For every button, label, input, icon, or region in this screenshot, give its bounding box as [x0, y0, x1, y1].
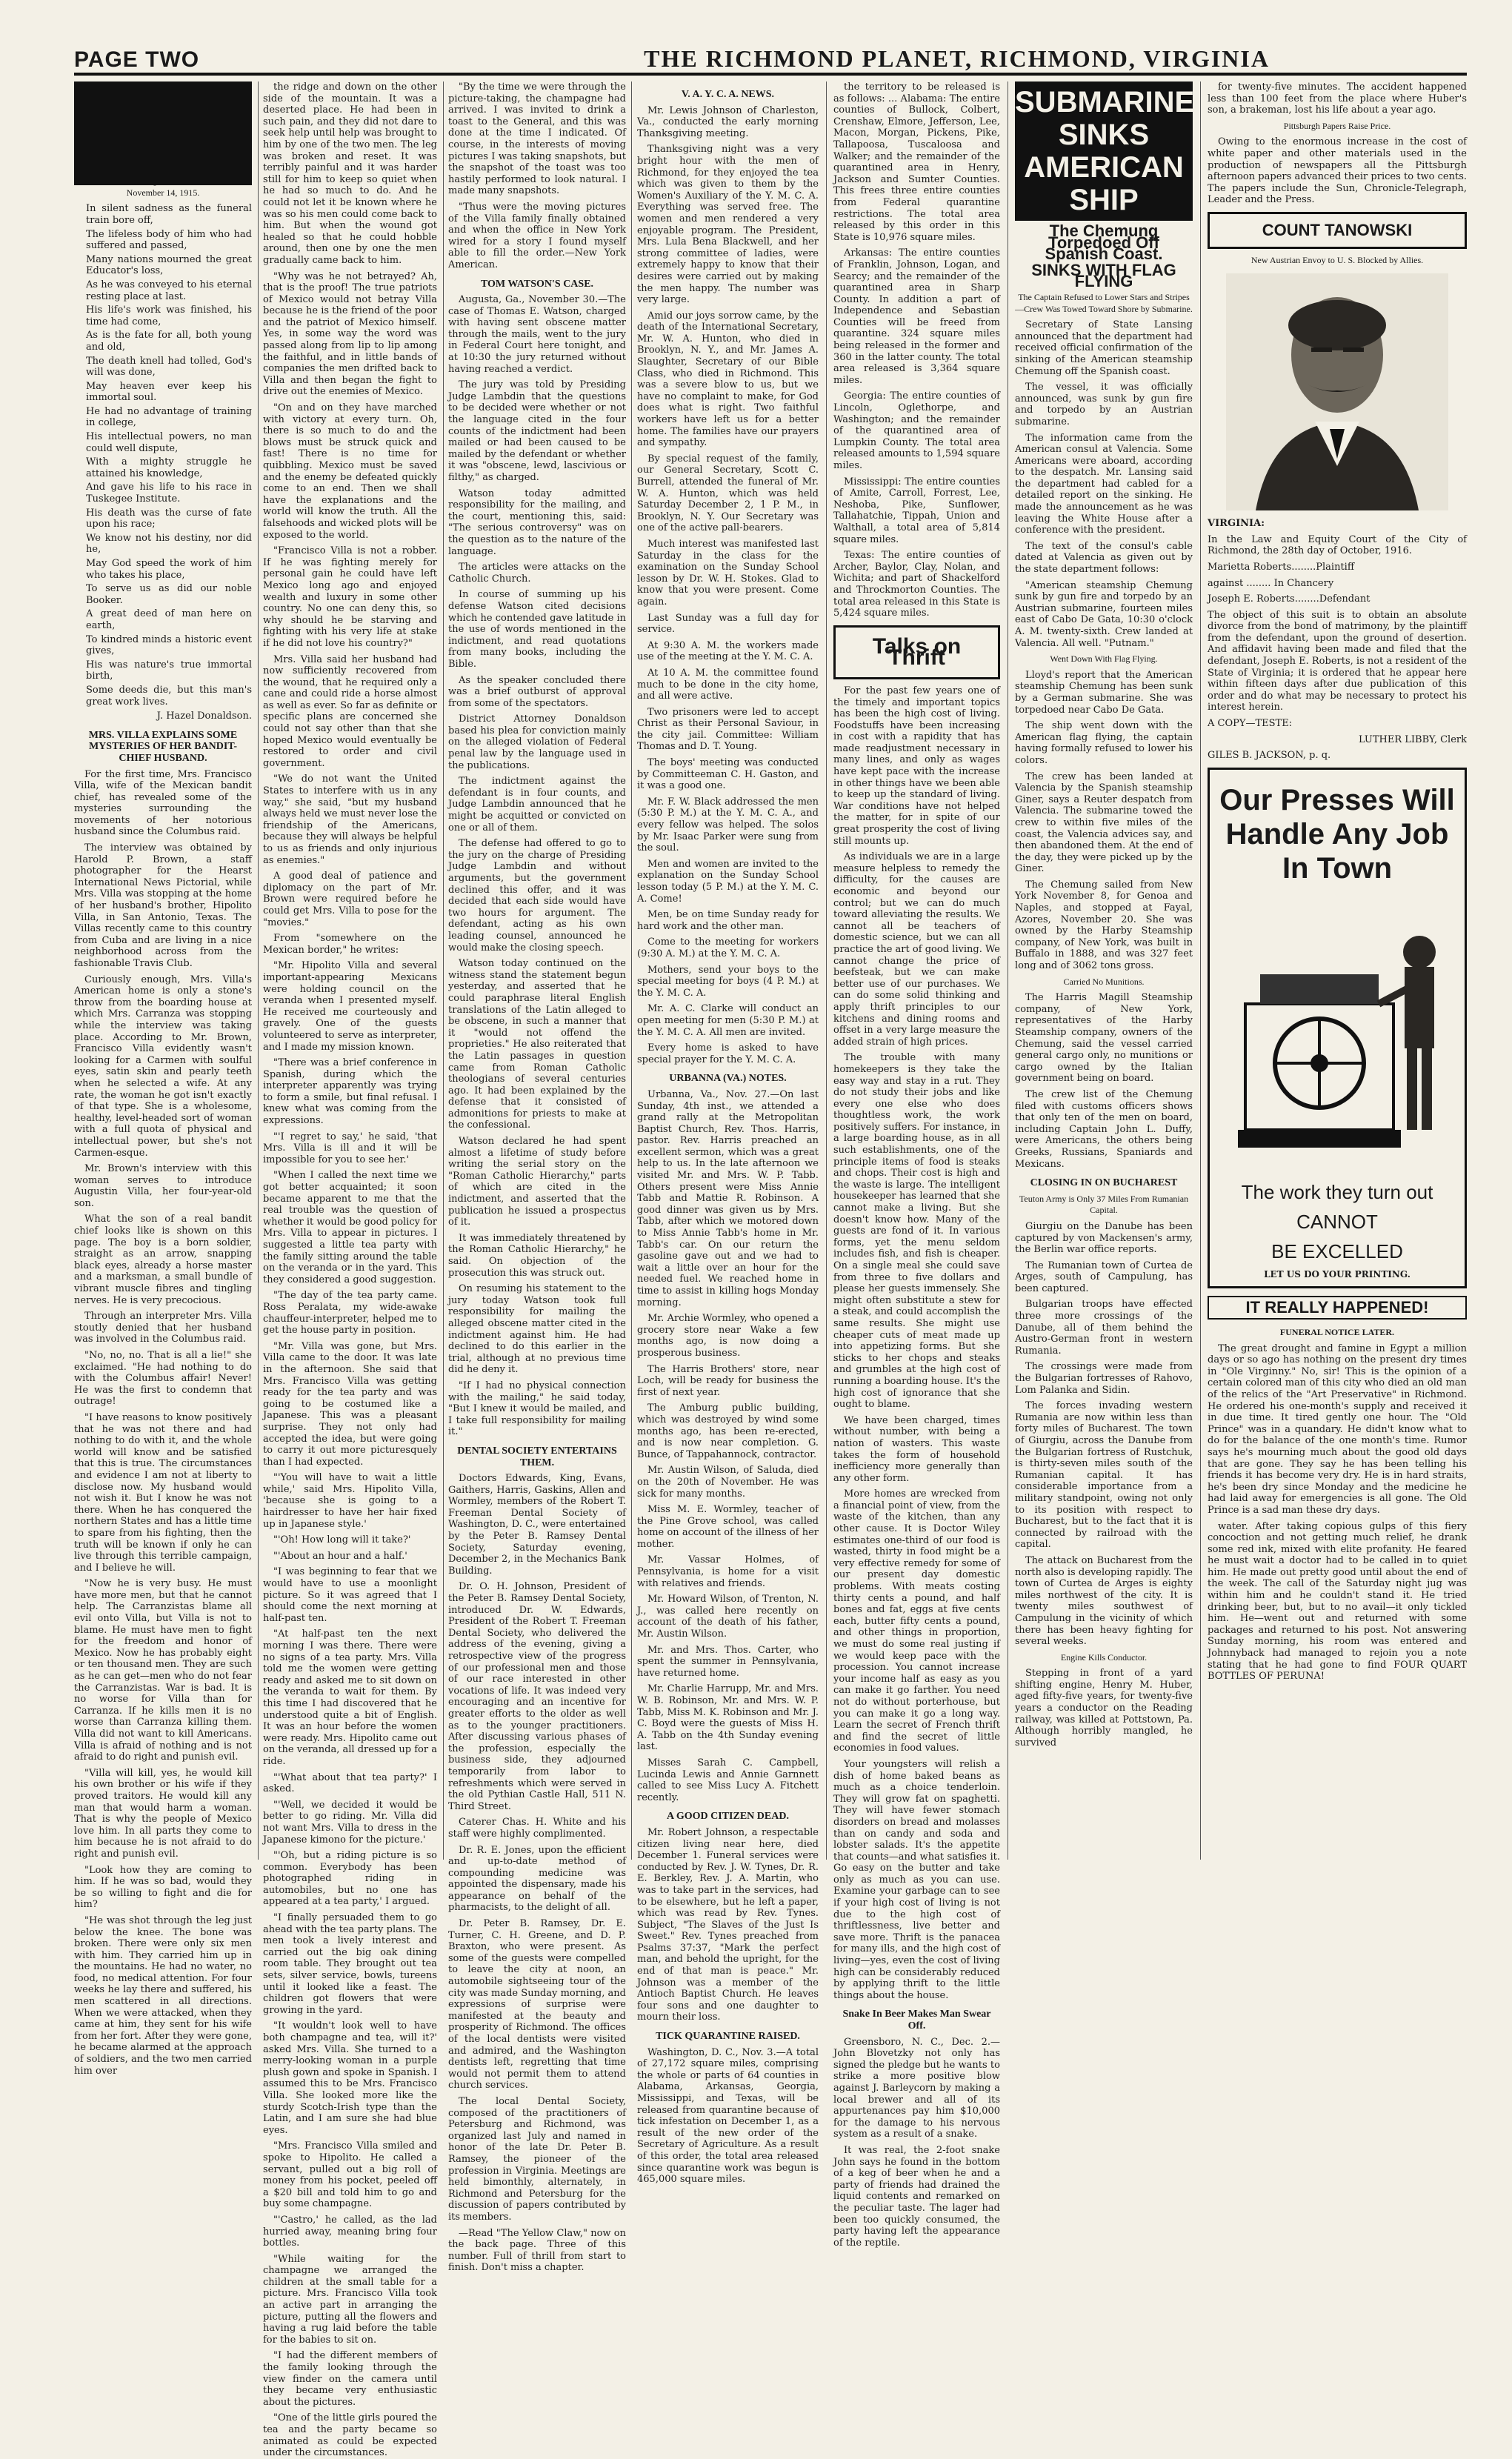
thrift-box: [833, 625, 1000, 679]
paragraph: "He was shot through the leg just below the knee. The bone was broken. There were only six men with him. They carried him up in the mountains. He had no water, no food, no medical attention. For four weeks he lay there and suffered, his men scattered in all directions. When we were attacked, when they came at him, they sent for his wife from her fort. After they were gone, he became alarmed at the approach of soldiers, and the two men carried him over: [74, 1914, 252, 2077]
paragraph: "Francisco Villa is not a robber. If he was fighting merely for personal gain he could have left Mexico long ago and enjoyed wealth and luxury in some other country. No one can deny this, so why should he be starving and fighting with his very life at stake if he did not love his country?": [263, 545, 437, 649]
poem-line: May heaven ever keep his immortal soul.: [86, 380, 252, 404]
paragraph: The text of the consul's cable dated at Valencia as given out by the state department follows:: [1015, 540, 1193, 576]
paragraph: At 10 A. M. the committee found much to be done in the city home, and all were active.: [637, 667, 819, 702]
paragraph: "Mr. Villa was gone, but Mrs. Villa came to the door. It was late in the afternoon. She said that Mrs. Francisco Villa was getting ready for the tea party and was going to be costumed like a Japanese. This was a pleasant surprise. They not only had accepted the idea, but were going to carry it out more picturesquely than I had expected.: [263, 1340, 437, 1468]
paragraph: "There was a brief conference in Spanish, during which the interpreter apparently was trying to form a smile, but final refusal. I knew what was coming from the expressions.: [263, 1057, 437, 1127]
column-7: [1208, 81, 1467, 1860]
poem-line: We know not his destiny, nor did he,: [86, 532, 252, 556]
memoriam-poem: [74, 203, 252, 708]
column-rule: [826, 81, 827, 1860]
paragraph: For the past few years one of the timely and important topics has been the high cost of living. Foodstuffs have been increasing in cost with a rapidity that has made readjustment necessary in many lines, and only as wages have kept pace with the increase in other things have we been able to keep up the standard of living. War conditions have not helped the matter, for in spite of our great prosperity the cost of living still mounts up.: [833, 685, 1000, 847]
paragraph: "Mrs. Francisco Villa smiled and spoke to Hipolito. He called a servant, pulled out a big roll of money from his pocket, peeled off a $20 bill and told him to go and buy some champagne.: [263, 2140, 437, 2210]
ymca-title: V. A. Y. C. A. NEWS.: [681, 89, 775, 100]
newspaper-title: THE RICHMOND PLANET, RICHMOND, VIRGINIA: [644, 45, 1270, 72]
paragraph: "One of the little girls poured the tea and the party became so animated as could be expected under the circumstances.: [263, 2412, 437, 2459]
paragraph: The attack on Bucharest from the north also is developing rapidly. The town of Curtea de Arges is eighty miles northwest of the city. It is twenty miles southwest of Campulung in the vicinity of which there has been heavy fighting for several weeks.: [1015, 1554, 1193, 1648]
paragraph: The ship went down with the American flag flying, the captain having formally refused to lower his colors.: [1015, 720, 1193, 766]
press-caption-3: BE EXCELLED: [1271, 1240, 1403, 1262]
paragraph: "It wouldn't look well to have both champagne and tea, will it?' asked Mrs. Villa. She turned to a merry-looking woman in a purple plush gown and spoke in Spanish. I assumed this to be Mrs. Francisco Villa. She looked more like the sturdy Scotch-Irish type than the Latin, and I am sure she had blue eyes.: [263, 2020, 437, 2136]
paragraph: Mr. Vassar Holmes, of Pennsylvania, is home for a visit with relatives and friends.: [637, 1554, 819, 1589]
paragraph: Your youngsters will relish a dish of home baked beans as much as a choice tenderloin. They will grow fat on spaghetti. They will have fewer stomach disorders on bread and molasses than on candy and soda and lobster salads. It's the appetite that counts—and what satisfies it. Go easy on the butter and take only as much as you can use. Examine your garbage can to see if your high cost of living is not due to the high cost of thriftlessness, live better and save more. Thrift is the panacea for many ills, and the high cost of living—yes, even the cost of living high can be considerably reduced by applying thrift to the little things about the house.: [833, 1758, 1000, 2001]
legal-notice: [1208, 518, 1467, 762]
paragraph: District Attorney Donaldson based his plea for conviction mainly on the alleged violation of Federal penal law by the language used in the publications.: [448, 713, 626, 771]
paragraph: The local Dental Society, composed of the practitioners of Petersburg and Richmond, was organized last July and named in honor of the late Dr. Peter B. Ramsey, the pioneer of the profession in Virginia. Meetings are held bimonthly, alternately, in Richmond and Petersburg for the discussion of papers contributed by its members.: [448, 2095, 626, 2223]
poem-line: A great deed of man here on earth,: [86, 608, 252, 631]
munitions-subhead: Carried No Munitions.: [1063, 976, 1145, 987]
paragraph: Mr. Robert Johnson, a respectable citizen living near here, died December 1. Funeral services were conducted by Rev. J. W. Tynes, Dr. R. E. Berkley, Rev. J. A. Martin, who was to take part in the services, had to be elsewhere, but he left a paper, which was read by Rev. Tynes. Subject, "The Slaves of the Just Is Sweet." Rev. Tynes preached from Psalms 37:37, "Mark the perfect man, and behold the upright, for the end of that man is peace." Mr. Johnson was a member of the Antioch Baptist Church. He leaves four sons and one daughter to mourn their loss.: [637, 1826, 819, 2023]
paragraph: The articles were attacks on the Catholic Church.: [448, 562, 626, 585]
chemung-subhead: The Chemung Torpedoed Off Spanish Coast.: [1045, 222, 1163, 264]
paragraph: Giurgiu on the Danube has been captured by von Mackensen's army, the Berlin war office reports.: [1015, 1220, 1193, 1256]
paragraph: Dr. O. H. Johnson, President of the Peter B. Ramsey Dental Society, introduced Dr. W. Edwards, President of the Robert T. Freeman Dental Society, who delivered the address of the evening, giving a retrospective view of the progress of our professional men and those of our race interested in other vocations of life. It was indeed very encouraging and an incentive for greater efforts to the older as well as to the younger practitioners. After discussing various phases of the profession, especially the business side, they adjourned temporarily from labor to refreshments which were served in the old Pythian Castle Hall, 511 N. Third Street.: [448, 1581, 626, 1812]
column-3: [448, 81, 626, 2274]
poem-signature: J. Hazel Donaldson.: [156, 711, 252, 722]
paragraph: Mrs. Villa said her husband had now sufficiently recovered from the wound, that he required only a cane and could ride a horse almost as well as ever. So far as definite or specific plans are concerned she could not say other than that she hoped Mexico would eventually be restored to order and civil government.: [263, 653, 437, 769]
paragraph: "Look how they are coming to him. If he was so bad, would they be so willing to fight and die for him?: [74, 1864, 252, 1911]
paragraph: Joseph E. Roberts........Defendant: [1208, 593, 1371, 605]
column-rule: [443, 81, 444, 1860]
paragraph: "When I called the next time we got better acquainted; it soon became apparent to me that the real trouble was the question of whether it would be good policy for Mrs. Villa to appear in pictures. I suggested a little tea party with the family sitting around the table on the veranda or in the yard. This they considered a good suggestion.: [263, 1170, 437, 1285]
column-4: [637, 81, 819, 2186]
citizen-title: A GOOD CITIZEN DEAD.: [667, 1811, 789, 1823]
paragraph: "If I had no physical connection with the mailing," he said today, "But I knew it would be mailed, and I take full responsibility for mailing it.": [448, 1380, 626, 1438]
paragraph: "'You will have to wait a little while,' said Mrs. Hipolito Villa, 'because she is going to a hairdresser to have her hair fixed up in Japanese style.': [263, 1472, 437, 1530]
paragraph: From "somewhere on the Mexican border," he writes:: [263, 933, 437, 956]
paragraph: Mr. Lewis Johnson of Charleston, Va., conducted the early morning Thanksgiving meeting.: [637, 104, 819, 139]
paragraph: "No, no, no. That is all a lie!" she exclaimed. "He had nothing to do with the Columbus affair! Never! He was the first to condemn that outrage!: [74, 1350, 252, 1408]
paragraph: "While waiting for the champagne we arranged the children at the small table for a picture. Mrs. Francisco Villa took an active part in arranging the picture, putting all the flowers and having a rug laid before the table for the babies to sit on.: [263, 2253, 437, 2346]
paragraph: Dr. R. E. Jones, upon the efficient and up-to-date method of compounding medicine was appointed the dispensary, made his appearance on behalf of the pharmacists, to the delight of all.: [448, 1844, 626, 1914]
poem-line: The death knell had tolled, God's will was done,: [86, 355, 252, 379]
paragraph: On resuming his statement to the jury today Watson took full responsibility for mailing the alleged obscene matter cited in the indictment against him. He had declined to do this earlier in the trial, although at no previous time did he deny it.: [448, 1283, 626, 1376]
paragraph: against ........ In Chancery: [1208, 577, 1334, 589]
paragraph: Secretary of State Lansing announced that the department had received official confirmation of the sinking of the American steamship Chemung off the Spanish coast.: [1015, 319, 1193, 377]
paragraph: It was immediately threatened by the Roman Catholic Hierarchy," he said. On objection of the prosecution this was struck out.: [448, 1232, 626, 1279]
poem-line: To serve us as did our noble Booker.: [86, 583, 252, 606]
poem-line: May God speed the work of him who takes his place,: [86, 558, 252, 581]
paragraph: Every home is asked to have special prayer for the Y. M. C. A.: [637, 1042, 819, 1065]
flag-subhead: SINKS WITH FLAG FLYING: [1031, 260, 1176, 291]
paragraph: "Thus were the moving pictures of the Villa family finally obtained and when the office in New York wired for a story I found myself able to fill the order.—New York American.: [448, 201, 626, 270]
paragraph: A good deal of patience and diplomacy on the part of Mr. Brown were required before he could get Mrs. Villa to pose for the "movies.": [263, 871, 437, 928]
column-5: [833, 81, 1000, 2249]
paragraph: Arkansas: The entire counties of Franklin, Johnson, Logan, and Searcy; and the remainder of the quarantined area in Sharp County. In addition a part of Independence and Sebastian Counties will be freed from quarantine. 324 square miles being released in the former and 360 in the latter county. The total area released is 3,364 square miles.: [833, 247, 1000, 386]
engine-subhead: Engine Kills Conductor.: [1060, 1651, 1148, 1663]
paragraph: The boys' meeting was conducted by Committeeman C. H. Gaston, and it was a good one.: [637, 757, 819, 792]
thrift-title: Talks on Thrift: [872, 633, 962, 671]
paragraph: Caterer Chas. H. White and his staff were highly complimented.: [448, 1817, 626, 1840]
paragraph: Lloyd's report that the American steamship Chemung has been sunk by a German submarine. She was torpedoed near Cabo De Gata.: [1015, 669, 1193, 716]
paragraph: Urbanna, Va., Nov. 27.—On last Sunday, 4th inst., we attended a grand rally at the Metropolitan Baptist Church, Rev. Thos. Harris, pastor. Rev. Harris preached an excellent sermon, which was a great help to us. In the late afternoon we visited Mr. and Mrs. W. P. Tabb. Others present were Miss Annie Tabb and Mattie R. Robinson. A good dinner was given us by Mrs. Tabb, after which we motored down to Miss Annie Tabb's home in Mr. Tabb's car. On our return the gasoline gave out and we had to wait a little over an hour for the needed fuel. We reached home in time to assist in killing hogs Monday morning.: [637, 1088, 819, 1308]
paragraph: "We do not want the United States to interfere with us in any way," she said, "but my husband always held we must never lose the friendship of the Americans, because they will always be helpful to us as friends and only injurious as enemies.": [263, 773, 437, 866]
paragraph: Marietta Roberts........Plaintiff: [1208, 561, 1355, 573]
paragraph: Washington, D. C., Nov. 3.—A total of 27,172 square miles, comprising the whole or parts of 64 counties in Alabama, Arkansas, Georgia, Mississippi, and Texas, will be released from quarantine because of tick infestation on December 1, as a result of the new order of the Secretary of Agriculture. As a result of this order, the total area released since quarantine work was begun is 465,000 square miles.: [637, 2046, 819, 2186]
paragraph: "The day of the tea party came. Ross Peralata, my wide-awake chauffeur-interpreter, helped me to get the house party in position.: [263, 1290, 437, 1337]
poem-line: His was nature's true immortal birth,: [86, 659, 252, 682]
paragraph: Georgia: The entire counties of Lincoln, Oglethorpe, and Washington; and the remainder of the quarantined area of Lumpkin County. The total area released amounts to 1,594 square miles.: [833, 390, 1000, 471]
legal-copy: A COPY—TESTE:: [1208, 718, 1293, 730]
paragraph: The Rumanian town of Curtea de Arges, south of Campulung, has been captured.: [1015, 1260, 1193, 1294]
paragraph: The crew has been landed at Valencia by the Spanish steamship Giner, says a Reuter despatch from Valencia. The submarine towed the crew to within five miles of the coast, the Valencia advices say, and then abandoned them. At the end of the day, they were picked up by the Giner.: [1015, 771, 1193, 875]
paragraph: As individuals we are in a large measure helpless to remedy the difficulty, for the causes are economic and beyond our control; but we can do much toward alleviating the results. We cannot all be teachers of domestic science, but we can all practice the art of good living. We cannot change the price of beefsteak, but we can make better use of our purchases. We can do some solid thinking and apply thrift principles to our kitchens and dining rooms and offset in a very large measure the added strain of high prices.: [833, 851, 1000, 1048]
paragraph: "Now he is very busy. He must have more men, but that he cannot help. The Carranzistas blame all evil onto Villa, but Villa is not to blame. He must have men to fight for the freedom and honor of Mexico. Now he has probably eight or ten thousand men. They are such as he can get—men who do not fear the Carranzistas. War is bad. It is no worse for Villa than for Carranza. If he kills men it is no worse than Carranza killing them. Villa did not want to kill Americans. Villa is afraid of nothing and is not afraid to do right and punish evil.: [74, 1578, 252, 1763]
happened-title: IT REALLY HAPPENED!: [1208, 1296, 1467, 1320]
paragraph: "'Well, we decided it would be better to go riding. Mr. Villa did not want Mrs. Villa to dress in the Japanese kimono for the picture.': [263, 1799, 437, 1846]
paragraph: The defense had offered to go to the jury on the charge of Presiding Judge Lambdin and without arguments, but the government declined this offer, and it was decided that each side would have two hours for argument. The defendant, acting as his own leading counsel, announced he would make the closing speech.: [448, 838, 626, 954]
flag-flying-subhead: Went Down With Flag Flying.: [1050, 653, 1158, 665]
poem-line: He had no advantage of training in college,: [86, 405, 252, 429]
paragraph: Mr. Archie Wormley, who opened a grocery store near Wake a few months ago, is now doing a prosperous business.: [637, 1313, 819, 1359]
paragraph: Amid our joys sorrow came, by the death of the International Secretary, Mr. W. A. Hunton, who died in Brooklyn, N. Y., and Mr. James A. Slaughter, Secretary of our Bible Class, who died in Richmond. This was a severe blow to us, but we have no complaint to make, for God does what is right. Two faithful workers have left us for a better home. The families have our prayers and sympathy.: [637, 310, 819, 449]
poem-line: In silent sadness as the funeral train bore off,: [86, 203, 252, 226]
paragraph: "'Castro,' he called, as the lad hurried away, meaning bring four bottles.: [263, 2214, 437, 2249]
captain-subhead: The Captain Refused to Lower Stars and Stripes—Crew Was Towed Toward Shore by Submarine.: [1015, 291, 1193, 314]
paper-price-title: Pittsburgh Papers Raise Price.: [1283, 120, 1391, 131]
paragraph: "'Oh, but a riding picture is so common. Everybody has been photographed riding in automobiles, but no one has appeared at a tea party,' I argued.: [263, 1850, 437, 1908]
column-1: [74, 81, 252, 2077]
paragraph: Doctors Edwards, King, Evans, Gaithers, Harris, Gaskins, Allen and Wormley, members of the Robert T. Freeman Dental Society of Washington, D. C., were entertained by the Peter B. Ramsey Dental Society, Saturday evening, December 2, in the Mechanics Bank Building.: [448, 1473, 626, 1577]
paragraph: Mr. and Mrs. Thos. Carter, who spent the summer in Pennsylvania, have returned home.: [637, 1644, 819, 1679]
paragraph: "On and on they have marched with victory at every turn. Oh, there is so much to do and the blows must be struck quick and fast! There is no time for quibbling. Mexico must be saved and the enemy be defeated quickly come to an end. Then we shall have the explanations and the world will know the truth. All the falsehoods and wicked plots will be exposed to the world.: [263, 402, 437, 541]
paragraph: "Mr. Hipolito Villa and several important-appearing Mexicans were holding council on the veranda when I presented myself. He received me courteously and gravely. One of the guests volunteered to serve as interpreter, and I made my mission known.: [263, 960, 437, 1053]
paragraph: Bulgarian troops have effected three more crossings of the Danube, all of them behind the Austro-German front in western Rumania.: [1015, 1299, 1193, 1357]
paragraph: The Harris Brothers' store, near Loch, will be ready for business the first of next year.: [637, 1363, 819, 1398]
bucharest-title: CLOSING IN ON BUCHAREST: [1030, 1177, 1178, 1189]
paragraph: Augusta, Ga., November 30.—The case of Thomas E. Watson, charged with having sent obscene matter through the mails, went to the jury in Federal Court here tonight, and at 10:30 the jury returned without having reached a verdict.: [448, 294, 626, 375]
paragraph: Mr. Brown's interview with this woman serves to introduce Augustin Villa, her four-year-old son.: [74, 1163, 252, 1209]
paragraph: In the Law and Equity Court of the City of Richmond, the 28th day of October, 1916.: [1208, 533, 1467, 557]
page-label: PAGE TWO: [74, 47, 200, 72]
paragraph: Last Sunday was a full day for service.: [637, 612, 819, 636]
paragraph: for twenty-five minutes. The accident happened less than 100 feet from the place where Huber's son, a brakeman, lost his life about a year ago.: [1208, 81, 1467, 116]
paragraph: Watson today continued on the witness stand the statement begun yesterday, and asserted that he could paraphrase literal English translations of the Latin alleged to be obscene, in such a manner that it "would not offend the proprieties." He also reiterated that the Latin passages in question came from Roman Catholic theologians of several centuries ago. It had been explained by the defense that it consisted of admonitions for priests to make at the confessional.: [448, 958, 626, 1131]
paragraph: water. After taking copious gulps of this fiery concoction and not getting much relief, he drank some red ink, mixed with elite profanity. He feared he must wait a doctor had to be called in to quiet him. He made out pretty good until about the end of the week. The call of the Saturday night jug was within him and he couldn't stand it. He tried drinking beer, but, but to no avail—it only tickled him. He—went out and returned with some packages and returned to his post. Not answering Sunday morning, his room was entered and Johnnyback had managed to rejoin you a note stating that he had gone to find FOUR QUART BOTTLES OF PERUNA!: [1208, 1520, 1467, 1683]
paragraph: Miss M. E. Wormley, teacher of the Pine Grove school, was called home on account of the illness of her mother.: [637, 1504, 819, 1550]
paragraph: the ridge and down on the other side of the mountain. It was a deserted place. He had been in such pain, and they did not dare to seek help until help was brought to him by one of the two men. The leg was broken and reset. It was terribly painful and it was harder still for him to keep so quiet when he had so much to do. And he could not let it be known where he was so his men could come back to him. But when the wound got healed so that he could hobble around, then one by one the men gradually came back to him.: [263, 81, 437, 266]
paragraph: Misses Sarah C. Campbell, Lucinda Lewis and Annie Garnnett called to see Miss Lucy A. Fitchett recently.: [637, 1757, 819, 1803]
paragraph: Curiously enough, Mrs. Villa's American home is only a stone's throw from the boarding house at which Mrs. Carranza was stopping while the interview was taking place. According to Mr. Brown, Francisco Villa evidently wasn't looking for a Carmen with soulful eyes, satin skin and pearly teeth when he selected a wife. At any rate, the woman he got isn't exactly of that type. She is a wholesome, healthy, level-headed sort of woman with a full quota of physical and intellectual power, but she's not Carmen-esque.: [74, 974, 252, 1159]
paragraph: At 9:30 A. M. the workers made use of the meeting at the Y. M. C. A.: [637, 639, 819, 663]
paragraph: The Harris Magill Steamship company, of New York, representatives of the Harby Steamship company, owners of the Chemung, said the vessel carried general cargo only, no munitions or cargo owned by the Italian government being on board.: [1015, 992, 1193, 1085]
paragraph: The jury was told by Presiding Judge Lambdin that the questions to be decided were whether or not the language cited in the four counts of the indictment had been mailed or had been caused to be mailed by the defendant or whether it was "obscene, lewd, lascivious or filthy," as charged.: [448, 379, 626, 483]
paragraph: "'What about that tea party?' I asked.: [263, 1771, 437, 1795]
funeral-title: FUNERAL NOTICE LATER.: [1279, 1327, 1395, 1337]
column-rule: [258, 81, 259, 1860]
paragraph: Mr. Charlie Harrupp, Mr. and Mrs. W. B. Robinson, Mr. and Mrs. W. P. Tabb, Miss M. K. Robinson and Mr. J. C. Boyd were the guests of Miss H. A. Tabb on the 4th Sunday evening last.: [637, 1683, 819, 1753]
poem-line: And gave his life to his race in Tuskegee Institute.: [86, 482, 252, 505]
paragraph: The information came from the American consul at Valencia. Some Americans were aboard, according to the despatch. Mr. Lansing said the department had cabled for a detailed report on the sinking. He made the announcement as he was leaving the White House after a conference with the president.: [1015, 432, 1193, 536]
paragraph: More homes are wrecked from a financial point of view, from the waste of the kitchen, than any other cause. It is Doctor Wiley estimates one-third of our food is wasted, thirty in food might be a very effective remedy for some of our present day domestic problems. With meats costing thirty cents a pound, and half bones and fat, eggs at five cents each, butter fifty cents a pound, and other things in proportion, we must do some real justing if we would keep pace with the procession. You cannot increase your income half as easy as you can make it go farther. You need not do without porterhouse, but you can make it go a long way. Learn the secret of French thrift and find the secret of little economies in food values.: [833, 1488, 1000, 1754]
paragraph: Dr. Peter B. Ramsey, Dr. E. Turner, C. H. Greene, and D. P. Braxton, who were present. As some of the guests were compelled to leave the city at noon, an automobile sightseeing tour of the city was made Sunday morning, and expressions of surprise were manifested at the beauty and prosperity of Richmond. The offices of the local dentists were visited and admired, and the Washington dentists left, regretting that time would not permit them to attend church services.: [448, 1918, 626, 2092]
paragraph: "I had the different members of the family looking through the view finder on the camera until they became very enthusiastic about the pictures.: [263, 2350, 437, 2408]
memoriam-subtitle: November 14, 1915.: [126, 187, 200, 198]
dental-title: DENTAL SOCIETY ENTERTAINS THEM.: [457, 1445, 617, 1468]
poem-line: His intellectual powers, no man could well dispute,: [86, 431, 252, 454]
paragraph: "I finally persuaded them to go ahead with the tea party plans. The men took a lively interest and carried out the big oak dining room table. They brought out tea sets, silver service, bowls, tureens until it looked like a feast. The children got flowers that were growing in the yard.: [263, 1912, 437, 2016]
count-title: COUNT TANOWSKI: [1262, 220, 1413, 239]
paragraph: "Why was he not betrayed? Ah, that is the proof! The true patriots of Mexico would not betray Villa because he is the friend of the poor and the patriot of Mexico himself. Yes, in some way the word was passed along from lip to lip among the faithful, and in little bands of companies the men drifted back to Villa and then began the fight to drive out the enemies of Mexico.: [263, 270, 437, 398]
villa-title: MRS. VILLA EXPLAINS SOME MYSTERIES OF HER BANDIT-CHIEF HUSBAND.: [88, 729, 238, 764]
paragraph: The great drought and famine in Egypt a million days or so ago has nothing on the present dry times in "Ole Virginny." No, sir! This is the opinion of a certain colored man of this city who died an old man of the relics of the "Art Preservative" in Richmond. He ordered his one-month's supply and received it in due time. It tired gently one hour. The "Old Prince" was in a quandary. He didn't know what to do for the balance of the one month's time. Rumor says he's mourning much about the good old days that are gone. They say he has been telling his friends it has become very dry. He is in hard straits, he's been dry since Monday and the medicine he had laid away for emergencies is all gone. The Old Prince is a sad man these dry days.: [1208, 1342, 1467, 1516]
paragraph: It was real, the 2-foot snake John says he found in the bottom of a keg of beer when he and a party of friends had drained the liquid contents and remarked on the peculiar taste. The lager had been too quickly consumed, the party having left the appearance of the reptile.: [833, 2144, 1000, 2249]
paragraph: Owing to the enormous increase in the cost of white paper and other materials used in the production of newspapers all the Pittsburgh afternoon papers advanced their prices to two cents. The papers include the Sun, Chronicle-Telegraph, Leader and the Press.: [1208, 136, 1467, 206]
poem-line: As he was conveyed to his eternal resting place at last.: [86, 279, 252, 302]
paragraph: We have been charged, times without number, with being a nation of wasters. This waste takes the form of household inefficiency more generally than any other form.: [833, 1414, 1000, 1484]
tick-title: TICK QUARANTINE RAISED.: [656, 2031, 800, 2043]
paragraph: Greensboro, N. C., Dec. 2.—John Blovetzky not only has signed the pledge but he wants to strike a more positive blow against J. Barleycorn by making a local brewer and all of its appurtenances pay him $10,000 for the damage to his nervous system as a result of a snake.: [833, 2036, 1000, 2140]
paragraph: Two prisoners were led to accept Christ as their Personal Saviour, in the city jail. Committee: William Thomas and D. T. Young.: [637, 706, 819, 753]
column-6: [1015, 81, 1193, 1860]
press-caption-1: The work they turn out: [1241, 1180, 1433, 1203]
paragraph: As the speaker concluded there was a brief outburst of approval from some of the spectators.: [448, 674, 626, 709]
paragraph: The interview was obtained by Harold P. Brown, a staff photographer for the Hearst International News Pictorial, while Mrs. Villa was stopping at the home of her husband's brother, Hipolito Villa, in San Antonio, Texas. The Villas recently came to this country from Cuba and are living in a nice neighborhood across from the fashionable Travis Club.: [74, 842, 252, 969]
paragraph: "At half-past ten the next morning I was there. There were no signs of a tea party. Mrs. Villa told me the women were getting ready and asked me to sit down on the veranda to wait for them. By this time I had discovered that he understood quite a bit of English. It was an hour before the women were ready. Mrs. Hipolito came out on the veranda, all dressed up for a ride.: [263, 1628, 437, 1767]
poem-line: Some deeds die, but this man's great work lives.: [86, 684, 252, 708]
paragraph: "I have reasons to know positively that he was not there and had nothing to do with it, and the whole world will know and be satisfied that this is true. The circumstances and evidence I am not at liberty to disclose now. My husband would not wish it. But I know he was not there. When he has conquered the northern States and has a little time to spare from his fighting, then the truth will be known if only he can live through this terrible campaign, and I believe he will.: [74, 1411, 252, 1574]
press-title: Our Presses Will Handle Any Job In Town: [1219, 783, 1455, 885]
count-subhead: New Austrian Envoy to U. S. Blocked by Allies.: [1250, 254, 1424, 265]
legal-clerk: LUTHER LIBBY, Clerk: [1358, 733, 1467, 745]
watson-title: TOM WATSON'S CASE.: [480, 278, 594, 290]
paragraph: The crossings were made from the Bulgarian fortresses of Rahovo, Lom Palanka and Sidin.: [1015, 1361, 1193, 1396]
urbanna-title: URBANNA (VA.) NOTES.: [669, 1073, 787, 1085]
ink-blot: [74, 81, 252, 185]
legal-pq: GILES B. JACKSON, p. q.: [1208, 750, 1331, 762]
paragraph: The object of this suit is to obtain an absolute divorce from the bond of matrimony, by the plaintiff from the defendant, upon the ground of desertion. And affidavit having been made and filed that the defendant, Joseph E. Roberts, is not a resident of the State of Virginia; it is ordered that he appear here within fifteen days after due publication of this order and do what may be necessary to protect his interest herein.: [1208, 609, 1467, 713]
paragraph: Thanksgiving night was a very bright hour with the men of Richmond, for they enjoyed the tea which was given to them by the Women's Auxiliary of the Y. M. C. A. Everything was served free. The women and men rendered a very enjoyable program. The President, Mrs. Lula Bena Blackwell, and her strong committee of ladies, were extremely happy to know that their desires were carried out by making the men happy. The number was very large.: [637, 144, 819, 306]
paragraph: Mr. Austin Wilson, of Saluda, died on the 20th of November. He was sick for many months.: [637, 1465, 819, 1500]
paragraph: "American steamship Chemung sunk by gun fire and torpedo by an Austrian submarine, fourteen miles east of Cabo De Gata, 10:30 o'clock A. M. twenty-sixth. Crew landed at Valencia. All well. "Putnam.": [1015, 579, 1193, 649]
paragraph: the territory to be released is as follows: ... Alabama: The entire counties of Bullock, Colbert, Crenshaw, Elmore, Jefferson, Lee, Macon, Morgan, Pickens, Pike, Tallapoosa, Tuscaloosa and Walker; and the remainder of the quarantined area in Henry, Jackson and Sumter Counties. This frees three entire counties from Federal quarantine restrictions. The total area released by this order in this State is 10,976 square miles.: [833, 81, 1000, 243]
poem-line: The lifeless body of him who had suffered and passed,: [86, 228, 252, 252]
paragraph: The forces invading western Rumania are now within less than forty miles of Bucharest. The town of Giurgiu, across the Danube from the Bulgarian fortress of Rustchuk, is thirty-seven miles south of the Rumanian capital. It has considerable importance from a military standpoint, owing not only to its position with respect to Bucharest, but to the fact that it is connected by railroad with the capital.: [1015, 1400, 1193, 1551]
paragraph: Through an interpreter Mrs. Villa stoutly denied that her husband was involved in the Columbus raid.: [74, 1311, 252, 1345]
bucharest-subhead: Teuton Army is Only 37 Miles From Rumanian Capital.: [1019, 1193, 1189, 1216]
printing-press-illustration: [1216, 893, 1460, 1174]
paragraph: Mr. Howard Wilson, of Trenton, N. J., was called here recently on account of the death of his father, Mr. Austin Wilson.: [637, 1594, 819, 1640]
paragraph: Much interest was manifested last Saturday in the class for the examination on the Sunday School lesson by Dr. W. H. Stokes. Glad to know that you were present. Come again.: [637, 538, 819, 608]
paragraph: For the first time, Mrs. Francisco Villa, wife of the Mexican bandit chief, has revealed some of the mysteries surrounding the movements of her notorious husband since the Columbus raid.: [74, 768, 252, 838]
paragraph: Texas: The entire counties of Archer, Baylor, Clay, Nolan, and Wichita; and part of Shackelford and Throckmorton Counties. The total area released in this State is 5,424 square miles.: [833, 550, 1000, 619]
villa-article: [74, 769, 252, 2077]
paragraph: "'About an hour and a half.': [273, 1550, 407, 1562]
paragraph: Watson today admitted responsibility for the mailing, and the court, mentioning this, said: "The serious controversy" was on the question as to the nature of the language.: [448, 488, 626, 557]
paragraph: Mothers, send your boys to the special meeting for boys (4 P. M.) at the Y. M. C. A.: [637, 964, 819, 999]
legal-head: VIRGINIA:: [1208, 518, 1265, 530]
poem-line: With a mighty struggle he attained his knowledge,: [86, 456, 252, 479]
column-rule: [631, 81, 632, 1860]
yellow-claw-note: —Read "The Yellow Claw," now on the back page. Three of this number. Full of thrill from start to finish. Don't miss a chapter.: [448, 2227, 626, 2274]
press-caption-2: CANNOT: [1296, 1210, 1378, 1233]
paragraph: The crew list of the Chemung filed with customs officers shows that only ten of the men on board, including Captain John L. Duffy, were Americans, the others being Greeks, Russians, Spaniards and Mexicans.: [1015, 1088, 1193, 1170]
paragraph: In course of summing up his defense Watson cited decisions which he contended gave latitude in the use of words mentioned in the indictment, and read quotations from many books, including the Bible.: [448, 589, 626, 670]
paragraph: Men and women are invited to the explanation on the Sunday School lesson today (5 P. M.) at the Y. M. C. A. Come!: [637, 858, 819, 905]
masthead: [74, 43, 1467, 76]
paragraph: By special request of the family, our General Secretary, Scott C. Burrell, attended the funeral of Mr. W. A. Hunton, which was held Saturday December 2, 1 P. M., in Brooklyn, N. Y. Our Secretary was one of the active pall-bearers.: [637, 453, 819, 534]
paragraph: Mississippi: The entire counties of Amite, Carroll, Forrest, Lee, Neshoba, Pike, Sunflower, Tallahatchie, Tippah, Union and Walthall, a total area of 5,814 square miles.: [833, 476, 1000, 545]
paragraph: The indictment against the defendant is in four counts, and Judge Lambdin announced that he might be acquitted or convicted on one or all of them.: [448, 776, 626, 833]
poem-line: His death was the curse of fate upon his race;: [86, 507, 252, 530]
press-ad: [1208, 768, 1467, 1289]
count-portrait: [1226, 273, 1448, 510]
poem-line: His life's work was finished, his time had come,: [86, 305, 252, 327]
paragraph: The vessel, it was officially announced, was sunk by gun fire and torpedo by an Austrian submarine.: [1015, 382, 1193, 427]
paragraph: Mr. A. C. Clarke will conduct an open meeting for men (5:30 P. M.) at the Y. M. C. A. All men are invited.: [637, 1003, 819, 1038]
column-2: [263, 81, 437, 2459]
paragraph: Watson declared he had spent almost a lifetime of study before writing the serial story on the "Roman Catholic Hierarchy," parts of which are cited in the indictment, and asserted that the publication he issued a prospectus of it.: [448, 1136, 626, 1228]
paragraph: "Villa will kill, yes, he would kill his own brother or his wife if they proved traitors. He would kill any man that would harm a woman. That is why the people of Mexico love him. In all parts they come to him because he is not afraid to do right and punish evil.: [74, 1767, 252, 1860]
paragraph: "'Oh! How long will it take?': [273, 1534, 411, 1546]
paragraph: What the son of a real bandit chief looks like is shown on this page. The boy is a born soldier, straight as an arrow, snapping black eyes, already a horse master and a marksman, a small bundle of vibrant muscle fibres and tingling nerves. He is very precocious.: [74, 1214, 252, 1306]
poem-line: As is the fate for all, both young and old,: [86, 330, 252, 353]
count-box: [1208, 212, 1467, 249]
paragraph: Come to the meeting for workers (9:30 A. M.) at the Y. M. C. A.: [637, 936, 819, 959]
poem-line: Many nations mourned the great Educator's loss,: [86, 253, 252, 277]
paragraph: "I was beginning to fear that we would have to use a moonlight picture. So it was agreed that I should come the next morning at half-past ten.: [263, 1566, 437, 1624]
paragraph: Mr. F. W. Black addressed the men (5:30 P. M.) at the Y. M. C. A., and every fellow was helped. The solos by Mr. Isaac Parker were sung from the soul.: [637, 796, 819, 854]
poem-line: To kindred minds a historic event gives,: [86, 633, 252, 657]
paragraph: The Amburg public building, which was destroyed by wind some months ago, has been re-erected, and is now near completion. G. Bunce, of Tappahannock, contractor.: [637, 1402, 819, 1460]
paragraph: Men, be on time Sunday ready for hard work and the other man.: [637, 909, 819, 932]
paragraph: The trouble with many homekeepers is they take the easy way and stay in a rut. They do not study their jobs and like every one else who does thoughtless work, the work positively suffers. For instance, in a large boarding house, as in all such establishments, one of the principle items of food is steaks and chops. Their cost is high and the waste is large. The intelligent housekeeper has learned that she cannot make a living. But she doesn't know how. Many of the guests are fond of it. In various forms, yet the menu seldom includes fish, and fish is cheaper. On a single meal she could save from three to five dollars and please her guests immensely. She might often substitute a stew for a steak, and could accomplish the same results. She might use cheaper cuts of meat made up into appetizing forms. But she sticks to her chops and steaks and grumbles at the high cost of running a boarding house. It's the high cost of ignorance that she ought to blame.: [833, 1052, 1000, 1411]
press-caption-4: LET US DO YOUR PRINTING.: [1264, 1268, 1411, 1280]
paragraph: Stepping in front of a yard shifting engine, Henry M. Huber, aged fifty-five years, for twenty-five years a conductor on the Reading railway, was killed at Pottstown, Pa. Although horribly mangled, he survived: [1015, 1668, 1193, 1748]
paragraph: "'I regret to say,' he said, 'that Mrs. Villa is ill and it will be impossible for you to see her.': [263, 1131, 437, 1165]
paragraph: The Chemung sailed from New York November 8, for Genoa and Naples, and stopped at Fayal, Azores, November 20. She was owned by the Harby Steamship company, of New York, was built in Buffalo in 1888, and was 327 feet long and of 3062 tons gross.: [1015, 879, 1193, 972]
submarine-headline: SUBMARINE SINKS AMERICAN SHIP: [1015, 81, 1193, 221]
column-rule: [1200, 81, 1201, 1860]
snake-title: Snake In Beer Makes Man Swear Off.: [842, 2009, 991, 2032]
paragraph: "By the time we were through the picture-taking, the champagne had arrived. I was invited to drink a toast to the General, and this was done at the time I indicated. Of course, in the interests of moving pictures I was taking snapshots, but the snapshot of the toast was too hastily performed to look natural. I made many snapshots.: [448, 81, 626, 197]
